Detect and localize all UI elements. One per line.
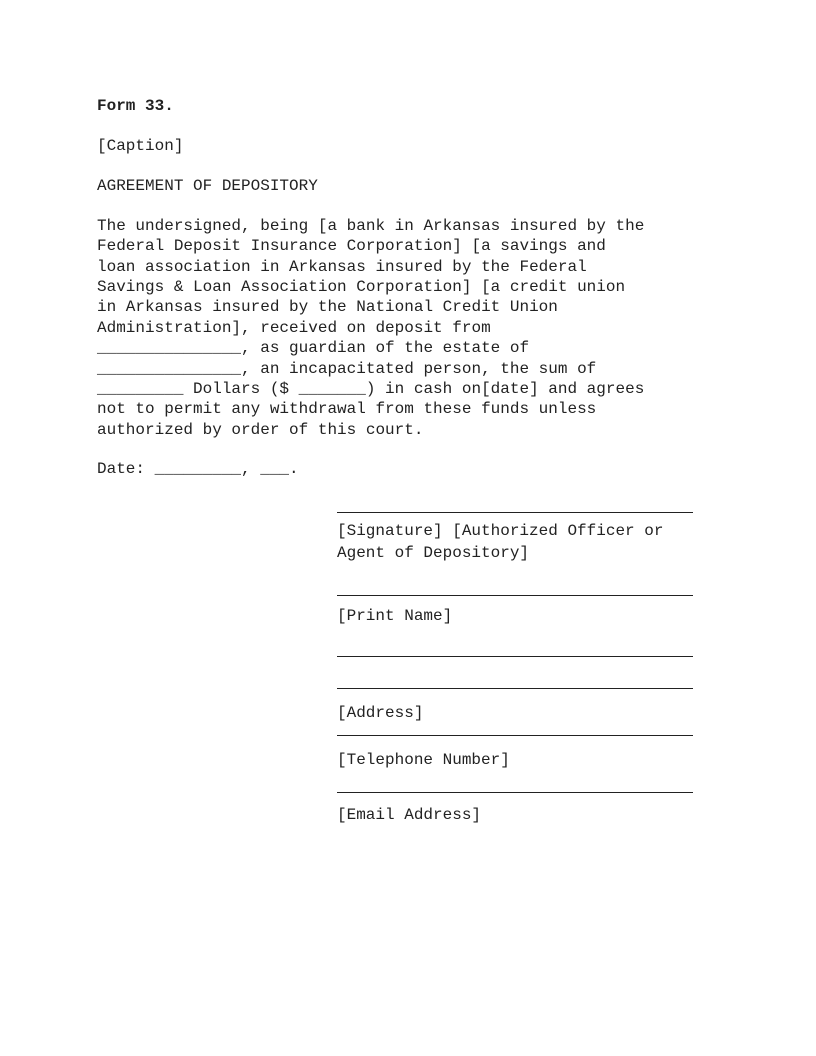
document-heading: AGREEMENT OF DEPOSITORY — [97, 177, 318, 196]
date-line: Date: _________, ___. — [97, 460, 299, 479]
paragraph-line: The undersigned, being [a bank in Arkansas insured by the — [97, 216, 645, 235]
amount-blank-line: _________ Dollars ($ _______) in cash on[date] and agrees — [97, 380, 645, 399]
print-name-rule — [337, 595, 693, 596]
telephone-rule — [337, 735, 693, 736]
paragraph-line: authorized by order of this court. — [97, 420, 424, 439]
signature-block — [337, 486, 717, 826]
telephone-label: [Telephone Number] — [337, 751, 510, 769]
signature-label-continued: Agent of Depository] — [337, 544, 530, 562]
address-rule-2 — [337, 688, 693, 689]
paragraph-line: not to permit any withdrawal from these funds unless — [97, 400, 597, 419]
form-body — [97, 96, 737, 480]
paragraph-line: Federal Deposit Insurance Corporation] [a savings and — [97, 237, 606, 256]
guardian-name-blank-line: _______________, as guardian of the estate of — [97, 339, 530, 358]
caption-placeholder: [Caption] — [97, 137, 184, 155]
email-rule — [337, 792, 693, 793]
address-label: [Address] — [337, 704, 424, 722]
incapacitated-person-blank-line: _______________, an incapacitated person, the sum of — [97, 359, 597, 378]
address-rule-1 — [337, 656, 693, 657]
email-label: [Email Address] — [337, 806, 482, 824]
form-number: Form 33. — [97, 97, 174, 115]
agreement-paragraph — [97, 216, 737, 440]
signature-rule — [337, 512, 693, 513]
signature-label: [Signature] [Authorized Officer or — [337, 522, 664, 540]
print-name-label: [Print Name] — [337, 607, 453, 625]
paragraph-line: in Arkansas insured by the National Credit Union — [97, 298, 558, 317]
paragraph-line: Administration], received on deposit from — [97, 318, 491, 337]
paragraph-line: Savings & Loan Association Corporation] [a credit union — [97, 278, 626, 297]
paragraph-line: loan association in Arkansas insured by the Federal — [97, 257, 587, 276]
